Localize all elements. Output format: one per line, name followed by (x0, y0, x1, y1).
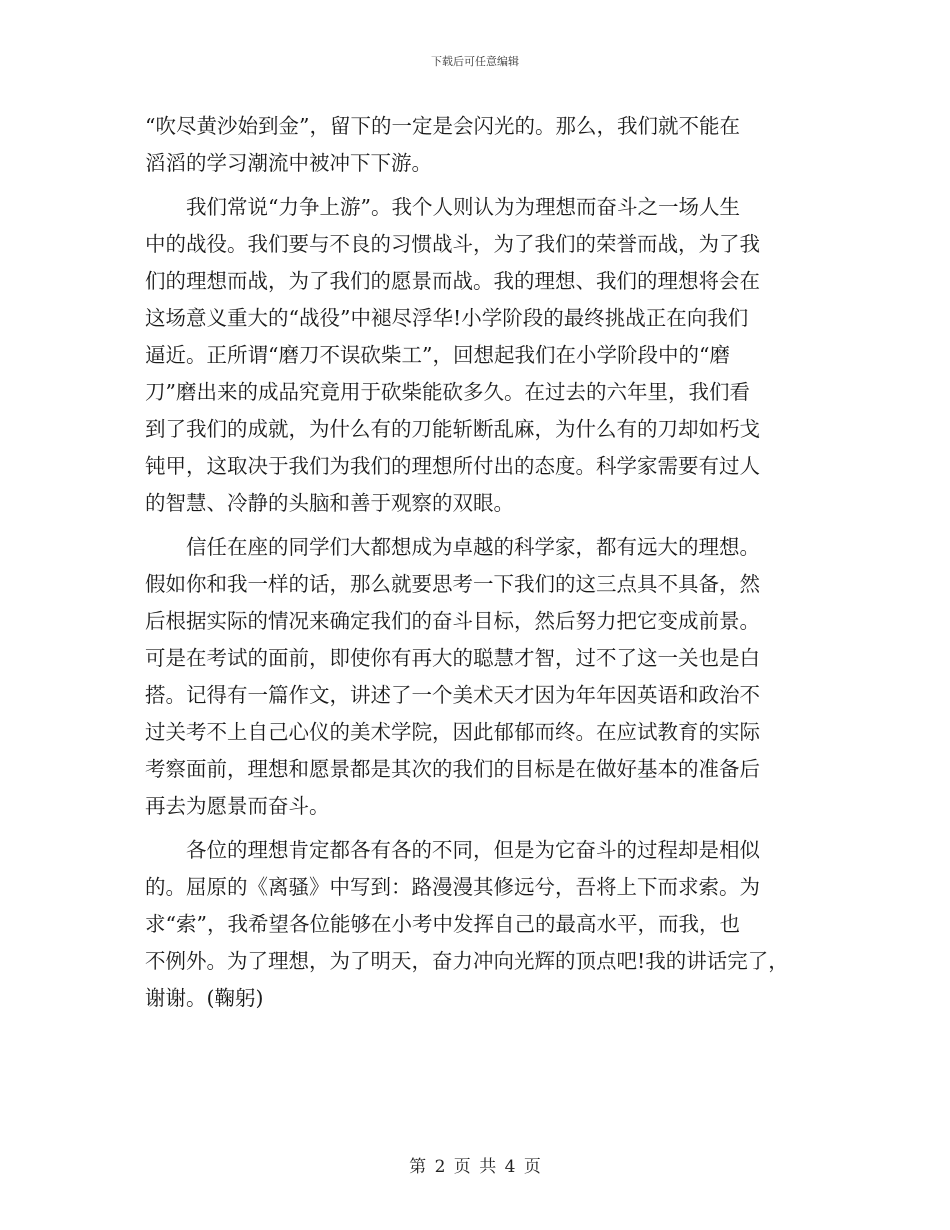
text-line: 们的理想而战，为了我们的愿景而战。我的理想、我们的理想将会在 (145, 269, 760, 293)
text-line: 我们常说“力争上游”。我个人则认为为理想而奋斗之一场人生 (145, 195, 740, 219)
text-line: 各位的理想肯定都各有各的不同，但是为它奋斗的过程却是相似 (145, 838, 760, 862)
text-line: 不例外。为了理想，为了明天，奋力冲向光辉的顶点吧!我的讲话完了， (145, 949, 789, 973)
text-line: 中的战役。我们要与不良的习惯战斗，为了我们的荣誉而战，为了我 (145, 232, 760, 256)
text-line: 后根据实际的情况来确定我们的奋斗目标，然后努力把它变成前景。 (145, 609, 760, 633)
document-body (145, 108, 805, 1017)
text-line: 谢谢。(鞠躬) (145, 986, 264, 1010)
text-line: 考察面前，理想和愿景都是其次的我们的目标是在做好基本的准备后 (145, 757, 760, 781)
text-line: 钝甲，这取决于我们为我们的理想所付出的态度。科学家需要有过人 (145, 454, 760, 478)
text-line: 可是在考试的面前，即使你有再大的聪慧才智，过不了这一关也是白 (145, 646, 760, 670)
text-line: 过关考不上自己心仪的美术学院，因此郁郁而终。在应试教育的实际 (145, 720, 760, 744)
text-line: 刀”磨出来的成品究竟用于砍柴能砍多久。在过去的六年里，我们看 (145, 380, 750, 404)
text-line: 滔滔的学习潮流中被冲下下游。 (145, 151, 432, 175)
text-line: 求“索”，我希望各位能够在小考中发挥自己的最高水平，而我，也 (145, 912, 740, 936)
text-line: 再去为愿景而奋斗。 (145, 794, 330, 818)
text-line: 的智慧、冷静的头脑和善于观察的双眼。 (145, 491, 514, 515)
text-line: 信任在座的同学们大都想成为卓越的科学家，都有远大的理想。 (145, 535, 760, 559)
page-number: 第 2 页 共 4 页 (409, 1157, 541, 1177)
text-line: 到了我们的成就，为什么有的刀能斩断乱麻，为什么有的刀却如朽戈 (145, 417, 760, 441)
page-header: 下载后可任意编辑 (431, 55, 519, 68)
text-line: 逼近。正所谓“磨刀不误砍柴工”，回想起我们在小学阶段中的“磨 (145, 343, 730, 367)
text-line: “吹尽黄沙始到金”，留下的一定是会闪光的。那么，我们就不能在 (145, 114, 740, 138)
text-line: 这场意义重大的“战役”中褪尽浮华!小学阶段的最终挑战正在向我们 (145, 306, 749, 330)
text-line: 的。屈原的《离骚》中写到：路漫漫其修远兮，吾将上下而求索。为 (145, 875, 760, 899)
text-line: 搭。记得有一篇作文，讲述了一个美术天才因为年年因英语和政治不 (145, 683, 760, 707)
text-line: 假如你和我一样的话，那么就要思考一下我们的这三点具不具备，然 (145, 572, 760, 596)
